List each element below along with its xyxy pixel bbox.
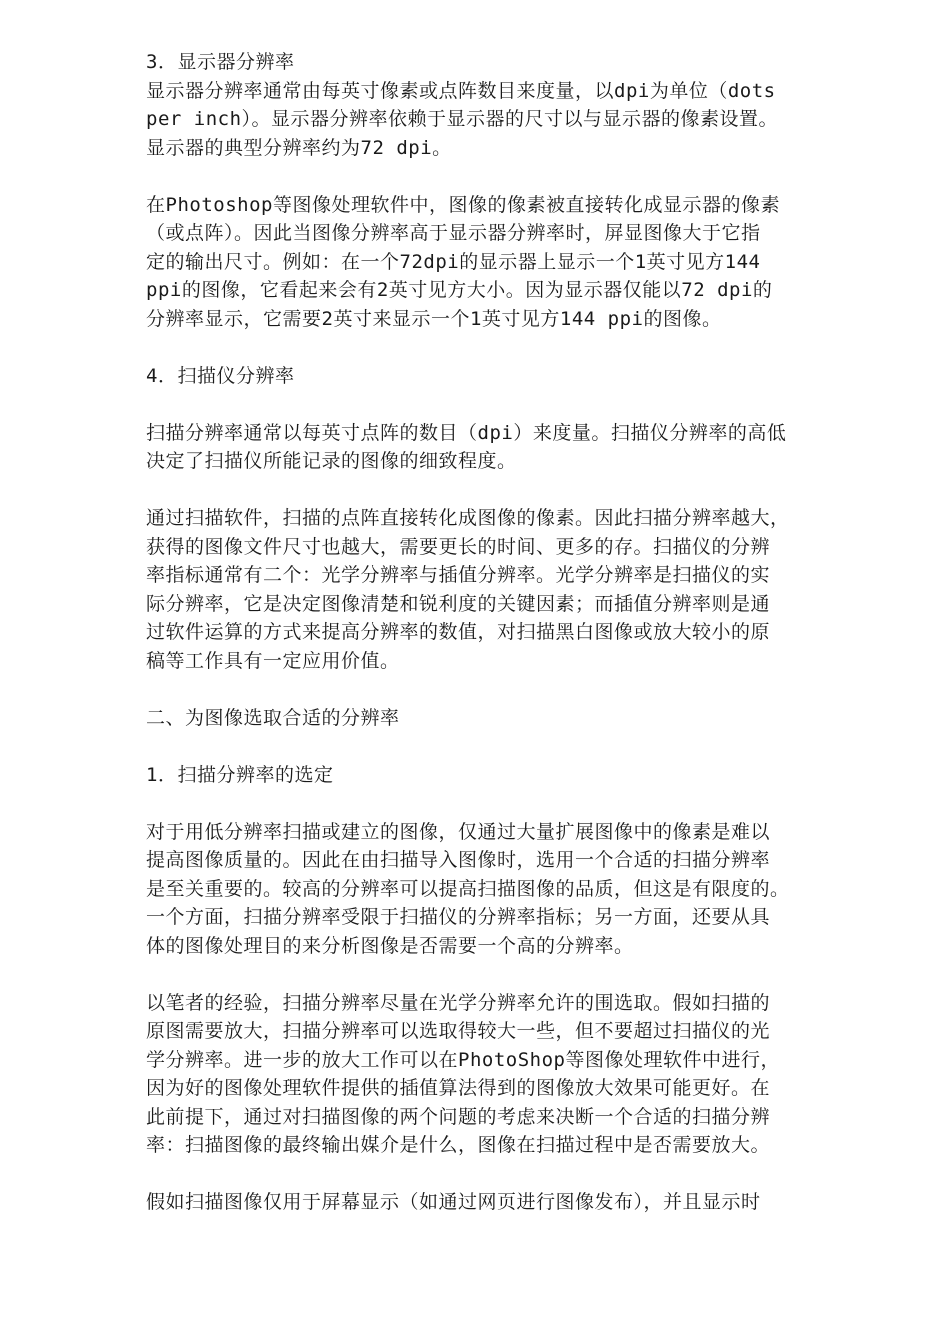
text-line: 通过扫描软件，扫描的点阵直接转化成图像的像素。因此扫描分辨率越大，: [146, 507, 790, 529]
paragraph-gap: [146, 390, 876, 419]
paragraph-gap: [146, 476, 876, 505]
body-paragraph: [146, 191, 876, 334]
text-line: 一个方面，扫描分辨率受限于扫描仪的分辨率指标；另一方面，还要从具: [146, 906, 771, 928]
text-line: 决定了扫描仪所能记录的图像的细致程度。: [146, 450, 517, 472]
text-line: 显示器分辨率通常由每英寸像素或点阵数目来度量，以dpi为单位（dots: [146, 79, 776, 102]
text-line: 率：扫描图像的最终输出媒介是什么，图像在扫描过程中是否需要放大。: [146, 1134, 771, 1156]
body-paragraph: [146, 1188, 876, 1217]
text-line: 在Photoshop等图像处理软件中，图像的像素被直接转化成显示器的像素: [146, 193, 780, 216]
text-line: 分辨率显示，它需要2英寸来显示一个1英寸见方144 ppi的图像。: [146, 307, 722, 330]
text-line: 体的图像处理目的来分析图像是否需要一个高的分辨率。: [146, 934, 634, 957]
paragraph-gap: [146, 789, 876, 818]
text-line: 3．显示器分辨率: [146, 51, 295, 73]
text-line: per inch）。显示器分辨率依赖于显示器的尺寸以与显示器的像素设置。: [146, 108, 779, 130]
text-line: 是至关重要的。较高的分辨率可以提高扫描图像的品质，但这是有限度的。: [146, 877, 790, 900]
text-line: 提高图像质量的。因此在由扫描导入图像时，选用一个合适的扫描分辨率: [146, 849, 771, 871]
body-paragraph: [146, 504, 876, 675]
body-paragraph: [146, 77, 876, 163]
text-line: 因为好的图像处理软件提供的插值算法得到的图像放大效果可能更好。在: [146, 1077, 771, 1099]
paragraph-gap: [146, 162, 876, 191]
paragraph-gap: [146, 675, 876, 704]
text-line: 二、为图像选取合适的分辨率: [146, 706, 400, 729]
text-line: 以笔者的经验，扫描分辨率尽量在光学分辨率允许的围选取。假如扫描的: [146, 991, 771, 1014]
text-line: 对于用低分辨率扫描或建立的图像，仅通过大量扩展图像中的像素是难以: [146, 820, 771, 843]
section-heading: [146, 48, 876, 77]
text-line: 际分辨率，它是决定图像清楚和锐利度的关键因素；而插值分辨率则是通: [146, 592, 771, 615]
section-heading: [146, 704, 876, 733]
document-page: [146, 48, 876, 1217]
text-line: 假如扫描图像仅用于屏幕显示（如通过网页进行图像发布），并且显示时: [146, 1191, 761, 1213]
text-line: 稿等工作具有一定应用价值。: [146, 649, 400, 672]
body-paragraph: [146, 419, 876, 476]
text-line: 扫描分辨率通常以每英寸点阵的数目（dpi）来度量。扫描仪分辨率的高低: [146, 421, 787, 444]
paragraph-gap: [146, 960, 876, 989]
section-heading: [146, 362, 876, 391]
body-paragraph: [146, 989, 876, 1160]
text-line: 4．扫描仪分辨率: [146, 364, 295, 387]
text-line: 显示器的典型分辨率约为72 dpi。: [146, 136, 452, 159]
paragraph-gap: [146, 333, 876, 362]
text-line: ppi的图像，它看起来会有2英寸见方大小。因为显示器仅能以72 dpi的: [146, 279, 773, 301]
text-line: 定的输出尺寸。例如：在一个72dpi的显示器上显示一个1英寸见方144: [146, 250, 761, 273]
text-line: 原图需要放大，扫描分辨率可以选取得较大一些，但不要超过扫描仪的光: [146, 1020, 771, 1042]
text-line: 率指标通常有二个：光学分辨率与插值分辨率。光学分辨率是扫描仪的实: [146, 564, 771, 586]
paragraph-gap: [146, 732, 876, 761]
body-paragraph: [146, 818, 876, 961]
paragraph-gap: [146, 1160, 876, 1189]
text-line: 获得的图像文件尺寸也越大，需要更长的时间、更多的存。扫描仪的分辨: [146, 535, 771, 558]
text-line: 此前提下，通过对扫描图像的两个问题的考虑来决断一个合适的扫描分辨: [146, 1105, 771, 1128]
section-heading: [146, 761, 876, 790]
text-line: （或点阵）。因此当图像分辨率高于显示器分辨率时，屏显图像大于它指: [146, 222, 761, 244]
text-line: 学分辨率。进一步的放大工作可以在PhotoShop等图像处理软件中进行，: [146, 1048, 780, 1071]
text-line: 过软件运算的方式来提高分辨率的数值，对扫描黑白图像或放大较小的原: [146, 621, 771, 643]
text-line: 1．扫描分辨率的选定: [146, 763, 334, 786]
